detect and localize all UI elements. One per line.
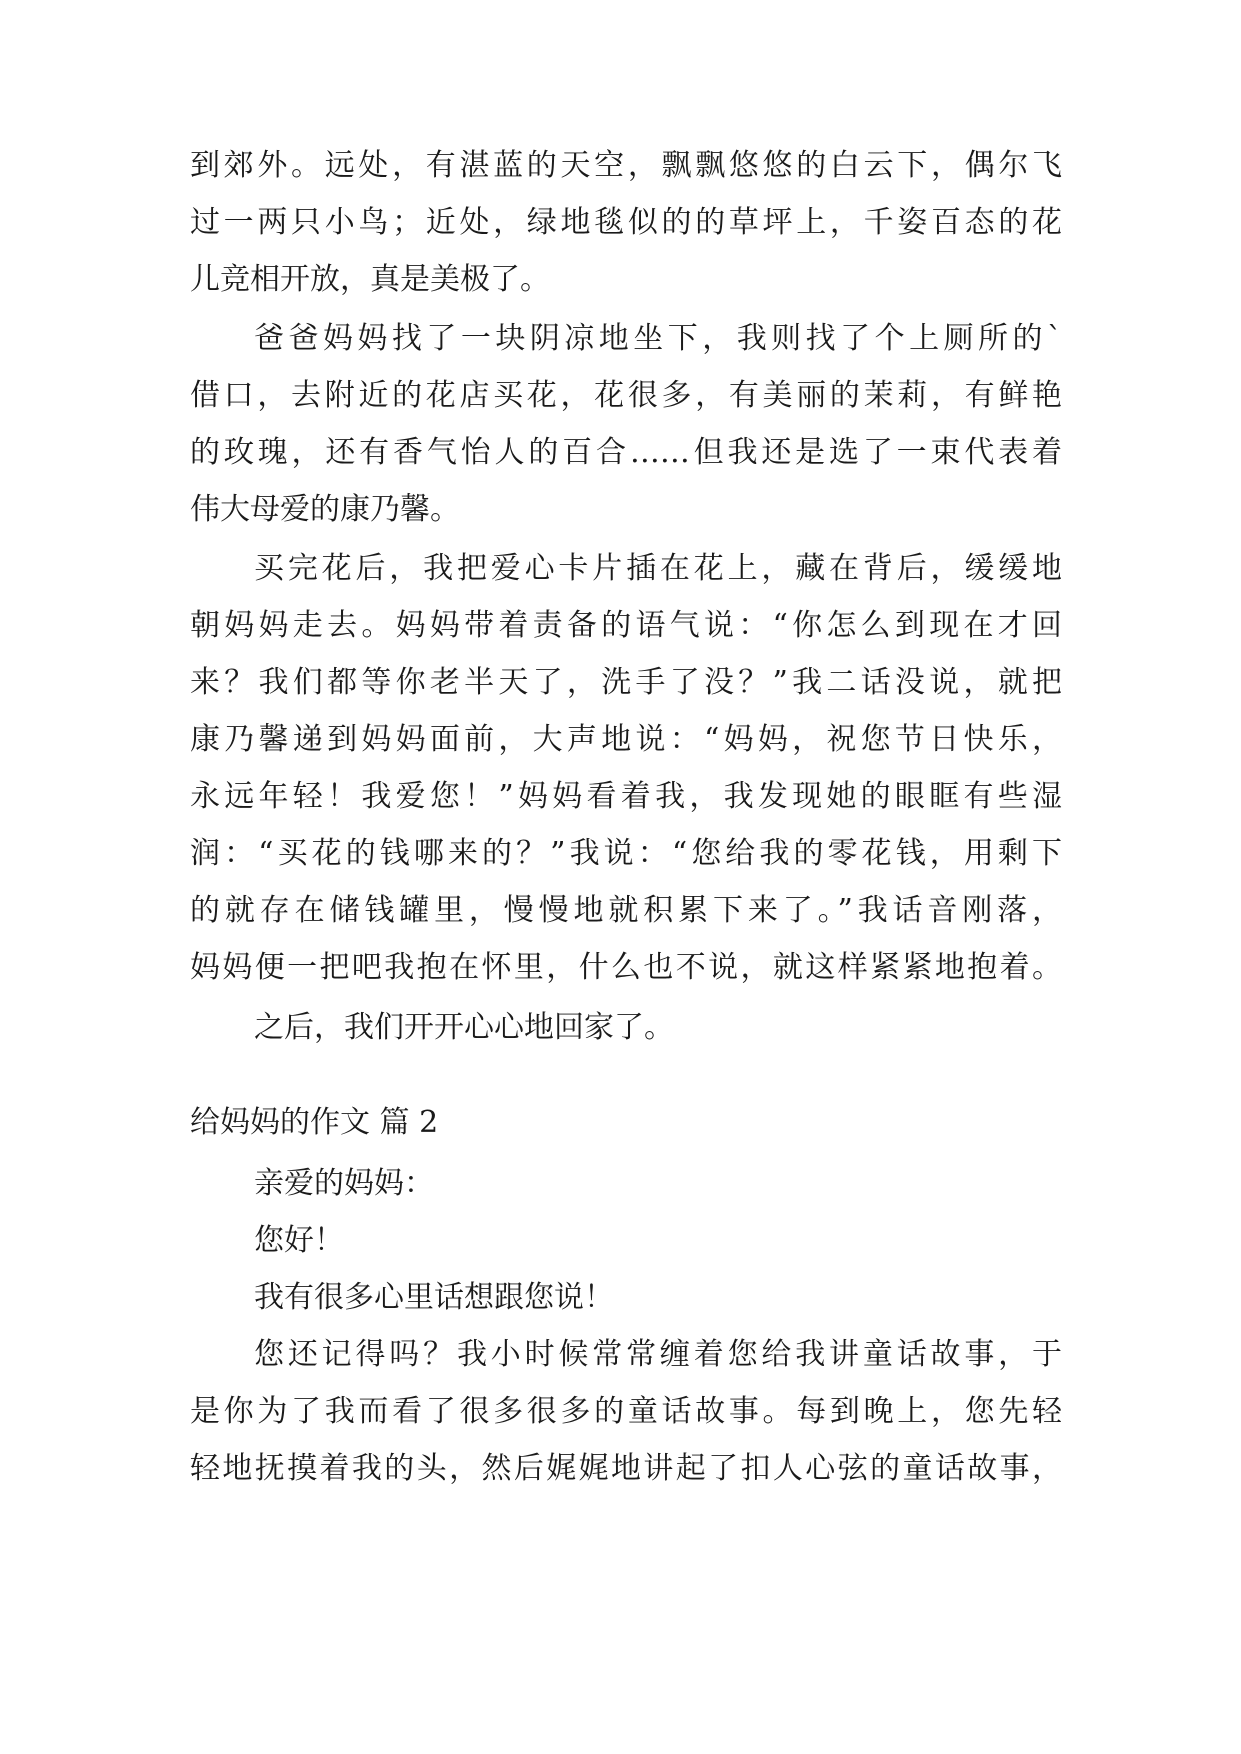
text-line: 儿竞相开放，真是美极了。 (190, 262, 550, 297)
text-line: 是你为了我而看了很多很多的童话故事。每到晚上，您先轻 (190, 1394, 1062, 1429)
text-line: 亲爱的妈妈： (254, 1166, 434, 1201)
text-line: 润：“买花的钱哪来的？”我说：“您给我的零花钱，用剩下 (190, 836, 1062, 871)
text-line: 您还记得吗？我小时候常常缠着您给我讲童话故事，于 (254, 1337, 1062, 1372)
text-line: 过一两只小鸟；近处，绿地毯似的的草坪上，千姿百态的花 (190, 205, 1062, 240)
text-line: 我有很多心里话想跟您说！ (254, 1280, 614, 1315)
text-line: 妈妈便一把吧我抱在怀里，什么也不说，就这样紧紧地抱着。 (190, 950, 1062, 985)
text-line: 您好！ (254, 1223, 344, 1258)
text-line: 的就存在储钱罐里，慢慢地就积累下来了。”我话音刚落， (190, 893, 1062, 928)
text-line: 永远年轻！我爱您！”妈妈看着我，我发现她的眼眶有些湿 (190, 779, 1062, 814)
text-line: 到郊外。远处，有湛蓝的天空，飘飘悠悠的白云下，偶尔飞 (190, 148, 1062, 183)
text-line: 朝妈妈走去。妈妈带着责备的语气说：“你怎么到现在才回 (190, 608, 1062, 643)
text-line: 借口，去附近的花店买花，花很多，有美丽的茉莉，有鲜艳 (190, 378, 1062, 413)
text-line: 之后，我们开开心心地回家了。 (254, 1010, 674, 1045)
text-line: 轻地抚摸着我的头，然后娓娓地讲起了扣人心弦的童话故事， (190, 1451, 1062, 1486)
text-line: 买完花后，我把爱心卡片插在花上，藏在背后，缓缓地 (254, 551, 1062, 586)
text-line: 的玫瑰，还有香气怡人的百合……但我还是选了一束代表着 (190, 435, 1062, 470)
text-line: 爸爸妈妈找了一块阴凉地坐下，我则找了个上厕所的` (254, 321, 1062, 356)
text-line: 康乃馨递到妈妈面前，大声地说：“妈妈，祝您节日快乐， (190, 722, 1062, 757)
text-line: 来？我们都等你老半天了，洗手了没？”我二话没说，就把 (190, 665, 1062, 700)
text-line: 伟大母爱的康乃馨。 (190, 492, 460, 527)
section-heading: 给妈妈的作文 篇 2 (190, 1105, 439, 1140)
